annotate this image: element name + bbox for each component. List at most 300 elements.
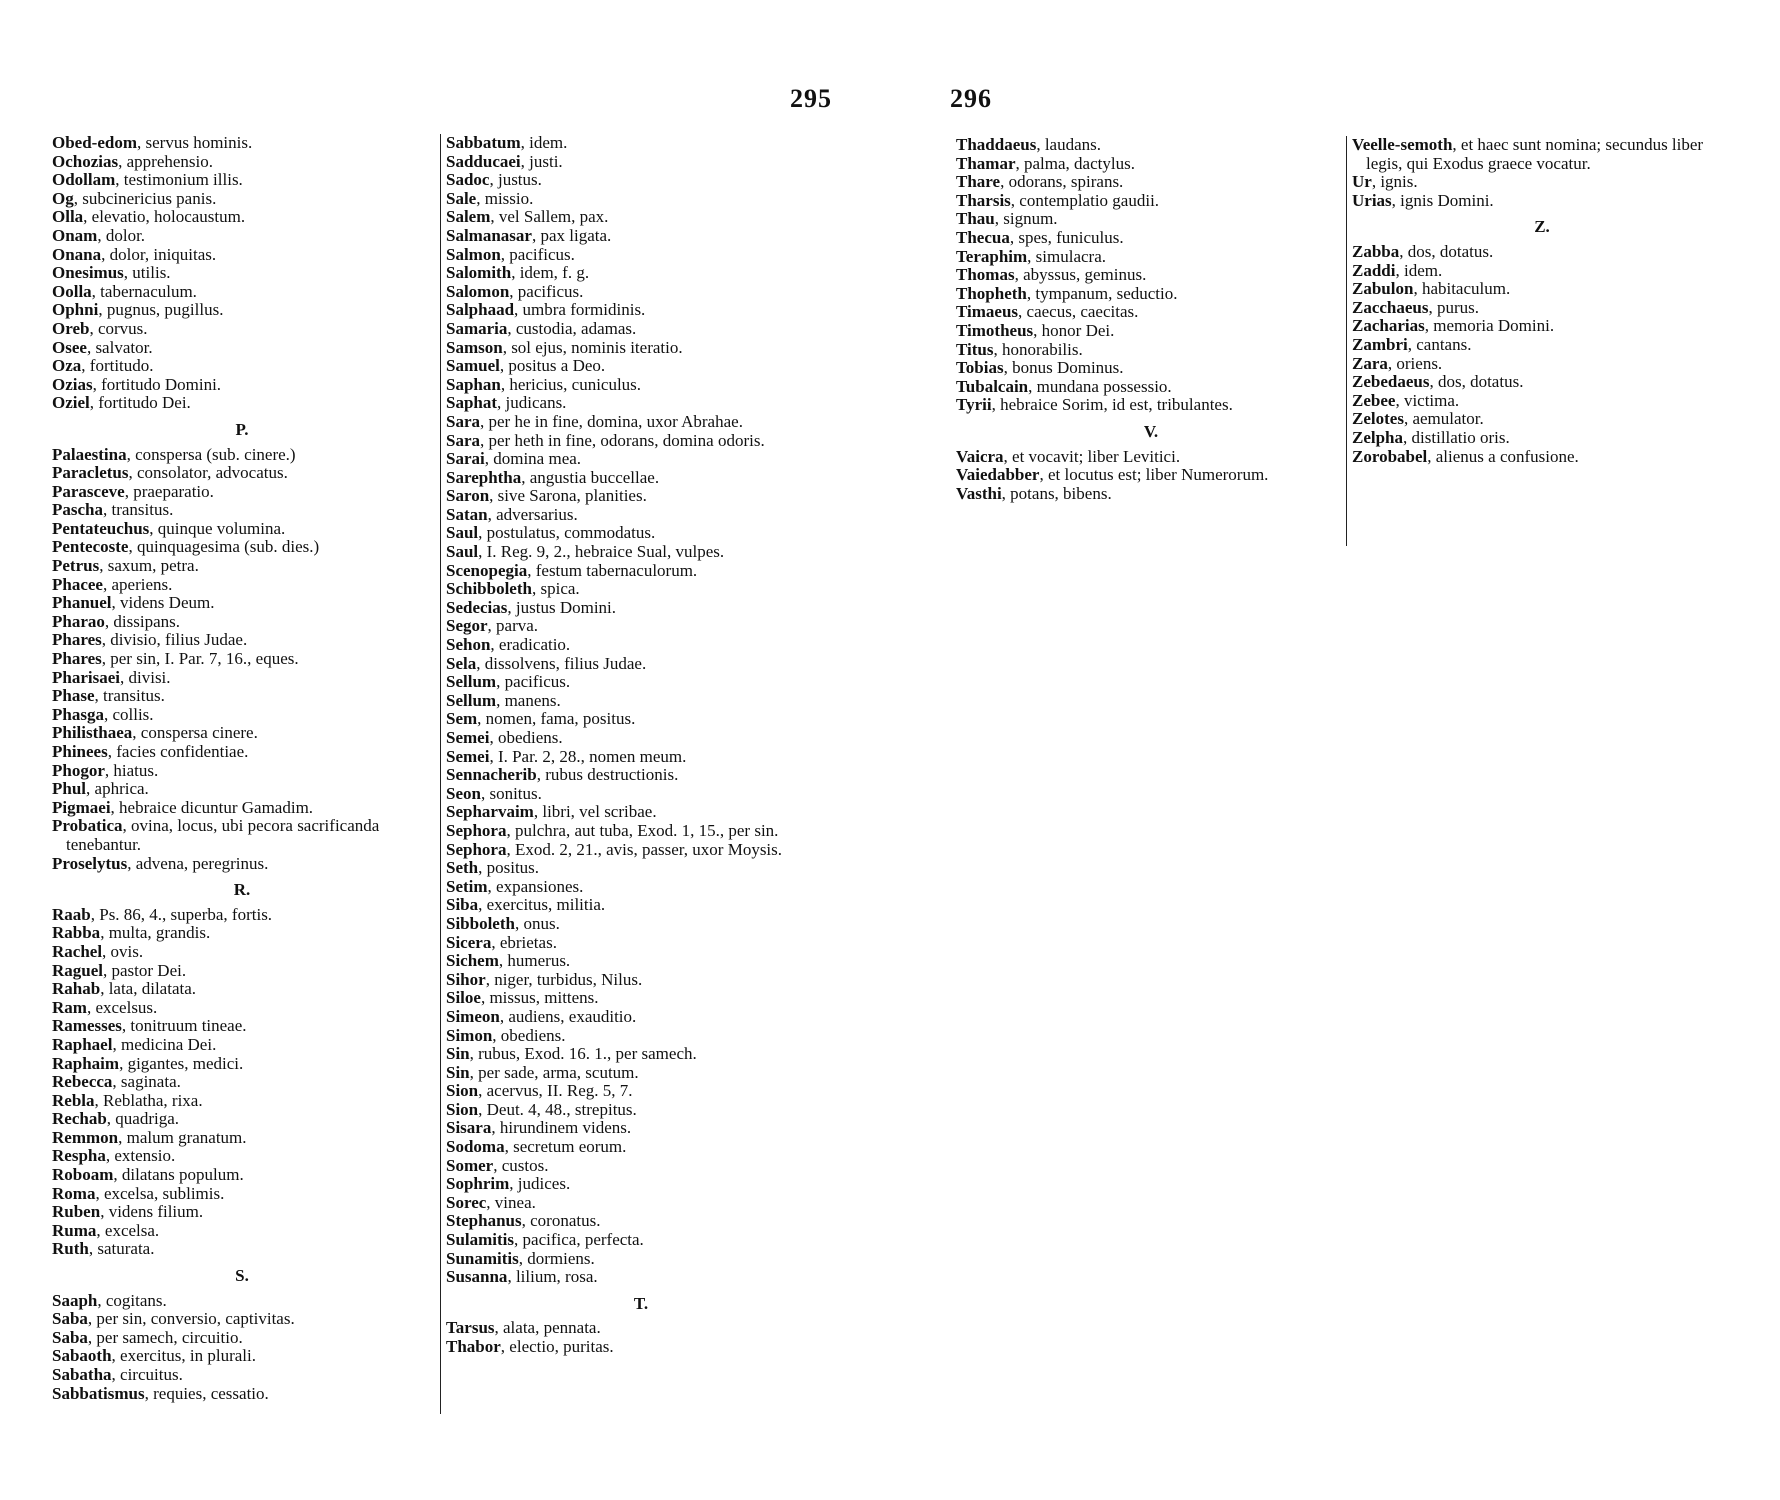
entry-definition: , potans, bibens. [1001, 483, 1112, 503]
entry-headword: Susanna [446, 1267, 508, 1287]
glossary-entry [52, 724, 432, 743]
glossary-entry [52, 762, 432, 781]
entry-headword: Zara [1352, 353, 1388, 373]
glossary-entry [52, 1110, 432, 1129]
entry-definition: , lilium, rosa. [507, 1267, 598, 1287]
glossary-entry [956, 155, 1346, 174]
entry-headword: Phogor [52, 760, 105, 780]
entry-headword: Siloe [446, 988, 481, 1008]
glossary-entry [52, 153, 432, 172]
entry-definition: , eradicatio. [490, 635, 571, 655]
entry-headword: Zambri [1352, 334, 1408, 354]
entry-headword: Odollam [52, 170, 116, 190]
entry-headword: Sion [446, 1081, 479, 1101]
entry-headword: Oza [52, 356, 82, 376]
glossary-entry [446, 785, 836, 804]
entry-definition: , bonus Dominus. [1003, 358, 1124, 378]
glossary-entry [956, 248, 1346, 267]
entry-definition: , I. Par. 2, 28., nomen meum. [489, 746, 687, 766]
entry-headword: Onana [52, 244, 102, 264]
entry-headword: Thomas [956, 265, 1015, 285]
entry-headword: Osee [52, 337, 87, 357]
entry-definition: , pacifica, perfecta. [514, 1230, 644, 1250]
entry-headword: Sephora [446, 820, 507, 840]
entry-headword: Salmanasar [446, 225, 532, 245]
glossary-entry [52, 208, 432, 227]
entry-definition: , pacificus. [500, 244, 575, 264]
glossary-entry [446, 1212, 836, 1231]
glossary-entry [52, 594, 432, 613]
glossary-entry [52, 687, 432, 706]
glossary-entry [52, 1347, 432, 1366]
entry-headword: Tubalcain [956, 376, 1029, 396]
entry-definition: , salvator. [86, 337, 153, 357]
entry-headword: Phares [52, 649, 102, 669]
entry-definition: , obediens. [489, 728, 563, 747]
entry-headword: Sihor [446, 969, 486, 989]
entry-definition: , utilis. [123, 263, 171, 283]
entry-definition: , saturata. [88, 1239, 155, 1259]
glossary-entry [446, 394, 836, 413]
glossary-entry [1352, 262, 1732, 281]
section-letter-heading: S. [235, 1266, 249, 1286]
entry-definition: , oriens. [1387, 353, 1443, 373]
entry-definition: , custodia, adamas. [507, 318, 637, 338]
glossary-entry [446, 710, 836, 729]
glossary-entry [52, 394, 432, 413]
glossary-entry [446, 896, 836, 915]
entry-headword: Sephora [446, 839, 507, 859]
entry-definition: , contemplatio gaudii. [1010, 190, 1160, 210]
entry-headword: Tyrii [956, 395, 992, 415]
entry-headword: Zacchaeus [1352, 297, 1429, 317]
entry-definition: , victima. [1395, 390, 1460, 410]
entry-headword: Tarsus [446, 1318, 495, 1338]
entry-definition: , fortitudo Dei. [89, 393, 191, 413]
page-number-left: 295 [790, 84, 832, 113]
glossary-entry [446, 1064, 836, 1083]
entry-definition: , exercitus, in plurali. [111, 1346, 256, 1366]
entry-definition: , tonitruum tineae. [121, 1016, 247, 1036]
entry-definition: , justi. [520, 151, 563, 171]
entry-headword: Raphael [52, 1034, 113, 1054]
glossary-entry [446, 803, 836, 822]
glossary-entry [1352, 299, 1732, 318]
entry-definition: , per sin, I. Par. 7, 16., eques. [101, 649, 299, 669]
glossary-entry [446, 432, 836, 451]
entry-headword: Raphaim [52, 1053, 120, 1073]
entry-definition: , malum granatum. [118, 1127, 247, 1147]
glossary-entry [1352, 355, 1732, 374]
entry-headword: Obed-edom [52, 133, 137, 152]
entry-headword: Sara [446, 430, 480, 450]
entry-definition: , cogitans. [97, 1290, 167, 1310]
entry-definition: , dissolvens, filius Judae. [476, 653, 647, 673]
glossary-entry [52, 743, 432, 762]
entry-headword: Ophni [52, 300, 99, 320]
glossary-entry [52, 227, 432, 246]
glossary-entry [446, 617, 836, 636]
glossary-entry [52, 631, 432, 650]
glossary-entry [956, 341, 1346, 360]
glossary-entry [446, 543, 836, 562]
entry-headword: Salmon [446, 244, 501, 264]
entry-headword: Titus [956, 339, 994, 359]
entry-definition: , idem, f. g. [511, 263, 590, 283]
entry-definition: , quinquagesima (sub. dies.) [128, 537, 320, 557]
entry-definition: , humerus. [498, 951, 571, 971]
entry-headword: Phanuel [52, 593, 112, 613]
glossary-entry [956, 485, 1346, 504]
entry-definition: , dolor. [97, 225, 146, 245]
glossary-entry [446, 1338, 836, 1357]
entry-headword: Pascha [52, 500, 103, 520]
entry-definition: , sonitus. [480, 783, 542, 803]
glossary-entry [446, 934, 836, 953]
entry-definition: , sive Sarona, planities. [489, 486, 647, 506]
entry-definition: , coronatus. [521, 1211, 601, 1231]
entry-headword: Saba [52, 1309, 88, 1329]
entry-definition: , palma, dactylus. [1015, 153, 1135, 173]
entry-headword: Zelpha [1352, 427, 1404, 447]
entry-headword: Semei [446, 728, 490, 747]
entry-headword: Phase [52, 686, 95, 706]
entry-headword: Sara [446, 411, 480, 431]
entry-headword: Segor [446, 616, 488, 636]
glossary-entry [52, 1073, 432, 1092]
glossary-entry [446, 1045, 836, 1064]
entry-definition: , videns filium. [100, 1202, 204, 1222]
entry-definition: , positus a Deo. [499, 356, 606, 376]
entry-definition: , idem. [520, 133, 568, 152]
glossary-entry [446, 171, 836, 190]
glossary-entry [52, 1147, 432, 1166]
entry-headword: Simeon [446, 1006, 500, 1026]
entry-definition: , pacificus. [496, 672, 571, 692]
glossary-entry [446, 1119, 836, 1138]
glossary-entry [52, 1366, 432, 1385]
glossary-entry [446, 562, 836, 581]
glossary-entry [956, 396, 1346, 415]
entry-definition: , exercitus, militia. [478, 895, 606, 915]
entry-headword: Ur [1352, 172, 1372, 192]
entry-headword: Timaeus [956, 302, 1019, 322]
glossary-entry [446, 487, 836, 506]
entry-headword: Saba [52, 1327, 88, 1347]
entry-definition: , spes, funiculus. [1009, 227, 1124, 247]
glossary-entry [1352, 173, 1732, 192]
entry-definition: , rubus destructionis. [536, 765, 679, 785]
glossary-entry [52, 190, 432, 209]
glossary-entry [52, 1222, 432, 1241]
entry-definition: , dissipans. [104, 611, 180, 631]
glossary-entry [956, 210, 1346, 229]
glossary-entry [446, 692, 836, 711]
entry-headword: Sadoc [446, 170, 490, 190]
glossary-entry [52, 855, 432, 874]
entry-definition: , transitus. [103, 500, 174, 520]
entry-headword: Seon [446, 783, 481, 803]
entry-headword: Sisara [446, 1118, 492, 1138]
entry-headword: Sellum [446, 690, 497, 710]
entry-definition: , mundana possessio. [1028, 376, 1172, 396]
entry-definition: , obediens. [492, 1025, 566, 1045]
glossary-entry [956, 466, 1346, 485]
column-rule-2 [1346, 136, 1347, 546]
entry-headword: Samuel [446, 356, 500, 376]
entry-definition: , vel Sallem, pax. [490, 207, 609, 227]
entry-headword: Sarephtha [446, 467, 522, 487]
glossary-entry [52, 1385, 432, 1404]
entry-headword: Raab [52, 904, 91, 924]
entry-headword: Sulamitis [446, 1230, 515, 1250]
glossary-entry [52, 1166, 432, 1185]
entry-definition: , fortitudo Domini. [92, 374, 222, 394]
glossary-entry [446, 748, 836, 767]
glossary-entry [52, 1017, 432, 1036]
glossary-entry [446, 1231, 836, 1250]
entry-definition: , praeparatio. [124, 481, 214, 501]
entry-headword: Saron [446, 486, 490, 506]
glossary-entry [446, 822, 836, 841]
glossary-entry [1352, 336, 1732, 355]
entry-definition: , divisi. [120, 667, 171, 687]
glossary-column-1 [52, 134, 432, 1403]
entry-headword: Zabba [1352, 241, 1400, 261]
entry-headword: Roma [52, 1183, 96, 1203]
entry-definition: , idem. [1395, 260, 1443, 280]
entry-headword: Zebee [1352, 390, 1396, 410]
entry-definition: , medicina Dei. [112, 1034, 217, 1054]
entry-headword: Salomith [446, 263, 512, 283]
entry-headword: Og [52, 188, 74, 208]
glossary-entry [446, 246, 836, 265]
glossary-entry [52, 483, 432, 502]
glossary-entry [956, 359, 1346, 378]
entry-definition: , multa, grandis. [100, 923, 211, 943]
entry-definition: , tympanum, seductio. [1026, 283, 1178, 303]
entry-definition: , distillatio oris. [1403, 427, 1510, 447]
entry-headword: Saphan [446, 374, 501, 394]
entry-headword: Ram [52, 997, 87, 1017]
entry-headword: Sellum [446, 672, 497, 692]
entry-definition: , manens. [496, 690, 561, 710]
glossary-entry [446, 134, 836, 153]
entry-definition: , per sin, conversio, captivitas. [87, 1309, 295, 1329]
entry-headword: Phul [52, 779, 87, 799]
entry-headword: Veelle-semoth [1352, 135, 1453, 154]
glossary-entry [446, 1138, 836, 1157]
glossary-entry [446, 153, 836, 172]
entry-definition: , sol ejus, nominis iteratio. [502, 337, 683, 357]
entry-headword: Thecua [956, 227, 1010, 247]
entry-definition: , custos. [493, 1155, 549, 1175]
glossary-entry [52, 134, 432, 153]
entry-definition: , videns Deum. [111, 593, 215, 613]
glossary-entry [52, 464, 432, 483]
entry-headword: Vaiedabber [956, 465, 1040, 485]
section-letter-heading: T. [633, 1293, 649, 1313]
entry-headword: Sedecias [446, 597, 508, 617]
glossary-entry [52, 576, 432, 595]
entry-definition: , transitus. [94, 686, 165, 706]
glossary-entry [446, 376, 836, 395]
entry-headword: Salomon [446, 281, 510, 301]
glossary-entry [52, 376, 432, 395]
entry-definition: , judices. [509, 1174, 571, 1194]
entry-headword: Oolla [52, 281, 92, 301]
glossary-entry [52, 557, 432, 576]
entry-definition: , rubus, Exod. 16. 1., per samech. [469, 1044, 697, 1064]
glossary-entry [446, 190, 836, 209]
entry-headword: Parasceve [52, 481, 125, 501]
glossary-entry [446, 599, 836, 618]
entry-definition: , judicans. [497, 393, 567, 413]
glossary-entry [52, 669, 432, 688]
entry-definition: , conspersa cinere. [132, 723, 258, 743]
entry-definition: , gigantes, medici. [119, 1053, 244, 1073]
entry-headword: Thopheth [956, 283, 1027, 303]
entry-definition: , Ps. 86, 4., superba, fortis. [90, 904, 273, 924]
entry-definition: , saxum, petra. [99, 556, 199, 576]
entry-definition: , umbra formidinis. [514, 300, 646, 320]
glossary-entry [446, 301, 836, 320]
glossary-entry [52, 980, 432, 999]
glossary-column-3 [956, 136, 1346, 503]
entry-headword: Paracletus [52, 463, 129, 483]
entry-headword: Sibboleth [446, 913, 515, 933]
entry-definition: , expansiones. [487, 876, 584, 896]
entry-headword: Sion [446, 1099, 479, 1119]
glossary-entry [52, 799, 432, 818]
entry-definition: , justus Domini. [507, 597, 617, 617]
entry-headword: Zelotes [1352, 409, 1404, 429]
entry-definition: , Deut. 4, 48., strepitus. [478, 1099, 637, 1119]
glossary-entry [1352, 243, 1732, 262]
entry-headword: Teraphim [956, 246, 1028, 266]
glossary-entry [446, 878, 836, 897]
entry-definition: , angustia buccellae. [521, 467, 660, 487]
entry-definition: , hirundinem videns. [491, 1118, 632, 1138]
entry-headword: Rahab [52, 979, 101, 999]
entry-definition: , dos, dotatus. [1399, 241, 1494, 261]
entry-definition: , conspersa (sub. cinere.) [126, 444, 296, 464]
entry-definition: , purus. [1428, 297, 1480, 317]
entry-headword: Sem [446, 709, 478, 729]
entry-definition: , servus hominis. [137, 133, 253, 152]
entry-definition: , signum. [994, 209, 1058, 229]
entry-definition: , aphrica. [86, 779, 149, 799]
glossary-entry [446, 469, 836, 488]
glossary-entry [52, 1292, 432, 1311]
entry-definition: , hiatus. [104, 760, 159, 780]
entry-definition: , excelsa. [96, 1220, 160, 1240]
entry-definition: , et locutus est; liber Numerorum. [1039, 465, 1269, 485]
entry-headword: Sabbatum [446, 133, 521, 152]
entry-headword: Thare [956, 172, 1001, 192]
entry-headword: Ochozias [52, 151, 119, 171]
entry-definition: , apprehensio. [118, 151, 213, 171]
glossary-entry [52, 817, 432, 854]
entry-headword: Ramesses [52, 1016, 122, 1036]
entry-definition: , acervus, II. Reg. 5, 7. [478, 1081, 633, 1101]
glossary-entry [52, 943, 432, 962]
glossary-entry [446, 283, 836, 302]
entry-definition: , facies confidentiae. [107, 742, 249, 761]
entry-definition: , pugnus, pugillus. [98, 300, 224, 320]
glossary-entry [446, 524, 836, 543]
entry-definition: , I. Reg. 9, 2., hebraice Sual, vulpes. [478, 542, 725, 562]
entry-headword: Satan [446, 504, 488, 524]
entry-headword: Sodoma [446, 1137, 505, 1157]
entry-definition: , per samech, circuitio. [87, 1327, 243, 1347]
entry-headword: Oziel [52, 393, 90, 413]
entry-definition: , alata, pennata. [494, 1318, 601, 1338]
entry-headword: Sunamitis [446, 1248, 519, 1268]
glossary-entry [446, 1157, 836, 1176]
entry-definition: , laudans. [1036, 135, 1102, 154]
glossary-entry [52, 339, 432, 358]
glossary-entry [52, 283, 432, 302]
entry-definition: , testimonium illis. [115, 170, 243, 190]
glossary-entry [446, 413, 836, 432]
glossary-entry [1352, 410, 1732, 429]
glossary-entry [52, 1055, 432, 1074]
entry-definition: , ebrietas. [491, 932, 557, 952]
entry-headword: Urias [1352, 190, 1392, 210]
entry-headword: Respha [52, 1146, 106, 1166]
entry-headword: Onam [52, 225, 98, 245]
glossary-entry [956, 322, 1346, 341]
entry-headword: Zorobabel [1352, 446, 1428, 466]
glossary-entry [446, 729, 836, 748]
glossary-entry [956, 448, 1346, 467]
glossary-entry [446, 227, 836, 246]
entry-headword: Sela [446, 653, 477, 673]
glossary-entry [1352, 373, 1732, 392]
glossary-entry [1352, 136, 1732, 173]
entry-definition: , postulatus, commodatus. [478, 523, 656, 543]
entry-definition: , ignis. [1371, 172, 1418, 192]
entry-headword: Probatica [52, 816, 123, 836]
entry-headword: Sepharvaim [446, 802, 534, 822]
entry-headword: Saul [446, 523, 479, 543]
entry-definition: , positus. [478, 858, 540, 878]
entry-headword: Sophrim [446, 1174, 510, 1194]
entry-definition: , parva. [487, 616, 539, 636]
entry-definition: , saginata. [112, 1072, 181, 1092]
entry-definition: , collis. [103, 704, 154, 724]
entry-headword: Ozias [52, 374, 93, 394]
entry-definition: , habitaculum. [1413, 279, 1511, 299]
glossary-entry [956, 266, 1346, 285]
entry-definition: , advena, peregrinus. [127, 853, 269, 873]
entry-definition: , audiens, exauditio. [499, 1006, 637, 1026]
entry-definition: , per sade, arma, scutum. [469, 1062, 639, 1082]
glossary-entry [52, 1185, 432, 1204]
entry-headword: Sehon [446, 635, 491, 655]
entry-headword: Saaph [52, 1290, 98, 1310]
entry-headword: Timotheus [956, 320, 1034, 340]
glossary-entry [1352, 192, 1732, 211]
entry-definition: , pastor Dei. [103, 960, 187, 980]
glossary-entry [52, 246, 432, 265]
entry-headword: Samson [446, 337, 503, 357]
entry-definition: , dormiens. [518, 1248, 595, 1268]
glossary-entry [52, 301, 432, 320]
entry-definition: , lata, dilatata. [100, 979, 197, 999]
glossary-entry [446, 339, 836, 358]
